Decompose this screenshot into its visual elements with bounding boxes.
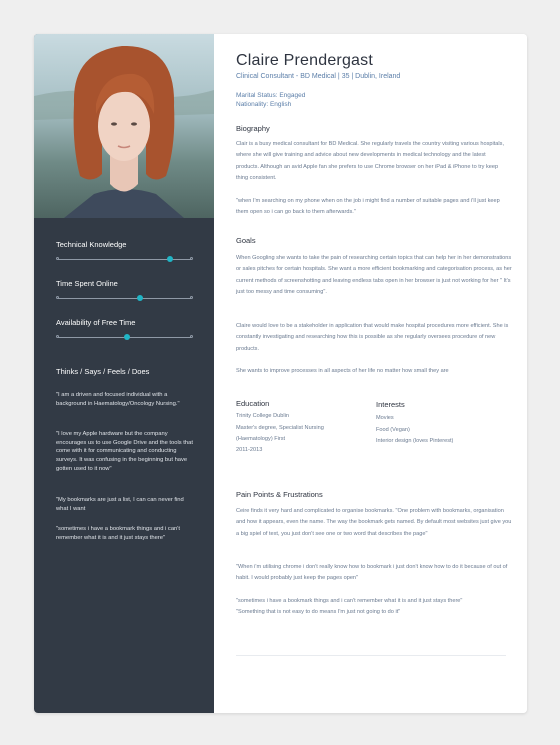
time-online-slider [56,296,193,300]
education-heading: Education [236,399,270,408]
slider-label-technical: Technical Knowledge [56,240,127,249]
biography-text: Clair is a busy medical consultant for BD Medical. She regularly travels the country visiting various hospitals, where she will give training and advice about new developments in medical technology and the latest products. Although an avid Apple fan she prefers to use Chrome browser on her iPad & iPhone to try keep thing consistent. [236,141,504,181]
thinks-quote: "sometimes i have a bookmark things and i can't remember what it is and it just stays there" [56,526,180,541]
interest-item: Food (Vegan) [376,427,410,433]
goals-text-1: When Googling she wants to take the pain of researching certain topics that can help her in her demonstrations or sales pitches for certain hospitals. She want a more efficient bookmarking and categorisation process, as her current methods of screenshotting and leaving endless tabs open in her browser is just not working for her " It's just too messy and time consuming". [236,255,512,295]
free-time-slider [56,335,193,339]
biography-heading: Biography [236,124,270,133]
marital-status: Marital Status: Engaged [236,92,306,99]
education-line: (Haematology) First [236,436,286,442]
pain-points-heading: Pain Points & Frustrations [236,490,323,499]
thinks-quote: "My bookmarks are just a list, I can can never find what I want [56,497,184,512]
education-line: 2011-2013 [236,447,263,453]
interest-item: Interior design (loves Pinterest) [376,438,454,444]
pain-points-text-2: "When i'm utilising chrome i don't really know how to bookmark i just don't know how to do it because of out of habit. I would probably just keep the pages open" [236,564,508,582]
pain-points-text-4: "Something that is not easy to do means I'm just not going to do it" [236,609,401,615]
profile-photo [34,34,214,218]
education-line: Trinity College Dublin [236,413,289,419]
divider [236,655,506,656]
slider-label-free-time: Availability of Free Time [56,318,136,327]
persona-card [34,34,527,713]
persona-subtitle: Clinical Consultant - BD Medical | 35 | Dublin, Ireland [236,73,401,80]
thinks-quote: "I love my Apple hardware but the company encourages us to use Google Drive and the tools that come with it for communicating and conducting surveys. It was confusing in the beginning but have gotten used to it now" [56,431,193,472]
education-line: Master's degree, Specialist Nursing [236,425,324,431]
biography-quote: "when I'm searching on my phone when on the job i might find a number of suitable pages and i'll just keep them open so i can go back to them afterwards." [236,198,500,216]
pain-points-text-3: "sometimes i have a bookmark things and i can't remember what it is and it just stays there" [236,598,463,604]
interests-heading: Interests [376,400,405,409]
slider-knob [124,334,130,340]
slider-knob [137,295,143,301]
pain-points-text-1: Ceire finds it very hard and complicated to organise bookmarks. "One problem with bookmarks, organisation and how it appears, even the name. The way the bookmark gets named. By default most websites just give you a big spiel of text, you just don't see one or two word that describes the page" [236,508,512,537]
thinks-quote: "I am a driven and focused individual with a background in Haematology/Oncology Nursing." [56,392,180,407]
main-content [214,34,527,713]
slider-knob [167,256,173,262]
goals-text-2: Claire would love to be a stakeholder in application that would make hospital procedures more efficient. She is constantly investigating and researching how this is possible as she regularly oversees procedure of new products. [236,323,509,352]
slider-label-time-online: Time Spent Online [56,279,118,288]
interest-item: Movies [376,415,394,421]
goals-text-3: She wants to improve processes in all aspects of her life no matter how small they are [236,368,449,374]
technical-knowledge-slider [56,257,193,261]
sidebar [34,34,214,713]
persona-name: Claire Prendergast [236,52,373,69]
thinks-heading: Thinks / Says / Feels / Does [56,367,150,376]
nationality: Nationality: English [236,101,292,108]
goals-heading: Goals [236,236,256,245]
